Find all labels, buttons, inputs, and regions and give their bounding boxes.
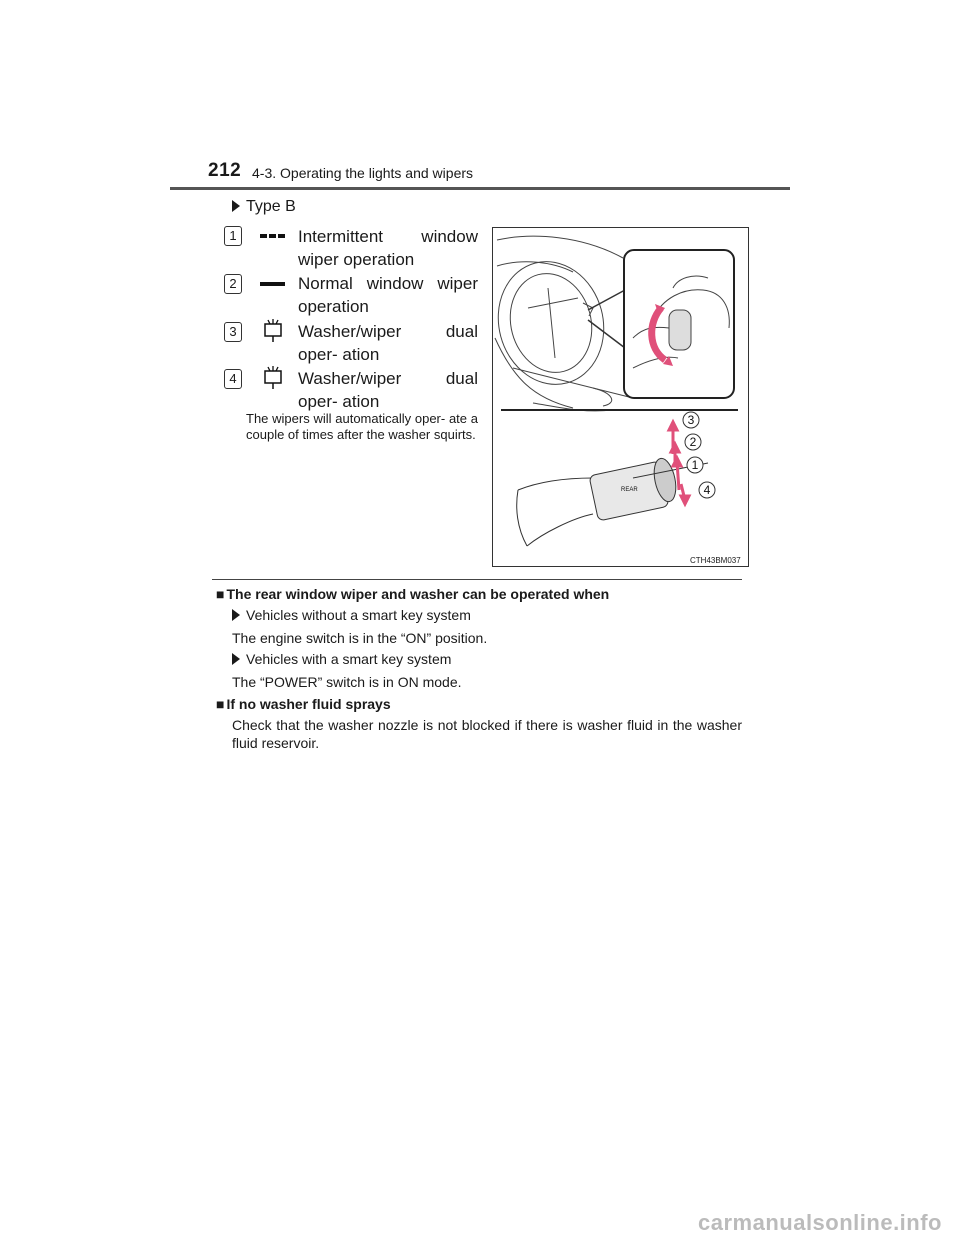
washer-icon <box>260 318 286 349</box>
wiper-lever-illustration <box>492 227 749 567</box>
callout-label: 3 <box>687 413 695 427</box>
section-divider <box>212 579 742 580</box>
figure-code: CTH43BM037 <box>690 556 741 565</box>
rear-label: REAR <box>621 487 638 493</box>
item-number-1: 1 <box>224 226 242 246</box>
item-label-3: Washer/wiper dual oper- ation <box>298 322 478 364</box>
type-label: Type B <box>232 198 296 216</box>
bullet-arrow-icon <box>232 653 240 665</box>
section-heading-2: ■ If no washer fluid sprays <box>216 696 391 712</box>
item-label-1: Intermittent window wiper operation <box>298 227 478 269</box>
subheading-with-smart-key: Vehicles with a smart key system <box>232 651 451 667</box>
square-bullet-icon: ■ <box>216 586 225 602</box>
subheading-without-smart-key: Vehicles without a smart key system <box>232 607 471 623</box>
callout-label: 4 <box>703 483 711 497</box>
item-label-2: Normal window wiper operation <box>298 274 478 316</box>
intermittent-icon <box>260 228 286 246</box>
header-divider <box>170 187 790 190</box>
item-number-2: 2 <box>224 274 242 294</box>
bullet-arrow-icon <box>232 200 240 212</box>
note-text: The wipers will automatically oper- ate a couple of times after the washer squirts. <box>246 411 478 442</box>
item-number-3: 3 <box>224 322 242 342</box>
item-label-4: Washer/wiper dual oper- ation <box>298 369 478 411</box>
callout-label: 1 <box>691 458 699 472</box>
square-bullet-icon: ■ <box>216 696 225 712</box>
paragraph: The engine switch is in the “ON” position. <box>232 630 488 646</box>
paragraph: Check that the washer nozzle is not blocked if there is washer fluid in the washer fluid reservoir. <box>232 717 742 751</box>
page-number: 212 <box>208 160 242 181</box>
paragraph: The “POWER” switch is in ON mode. <box>232 674 462 690</box>
normal-wiper-icon <box>260 276 286 294</box>
section-heading-1: ■ The rear window wiper and washer can be operated when <box>216 586 610 602</box>
callout-label: 2 <box>689 435 697 449</box>
watermark: carmanualsonline.info <box>698 1210 942 1235</box>
item-number-4: 4 <box>224 369 242 389</box>
washer-icon <box>260 365 286 396</box>
section-title: 4-3. Operating the lights and wipers <box>252 165 474 181</box>
bullet-arrow-icon <box>232 609 240 621</box>
